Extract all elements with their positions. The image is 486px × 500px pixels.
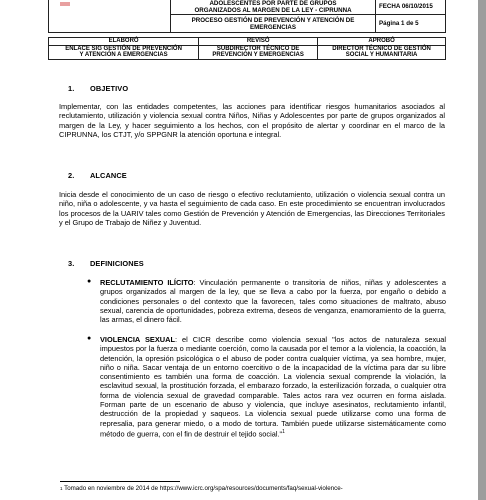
- definition-violencia-sexual: [100, 335, 446, 439]
- aprobo-value: DIRECTOR TÉCNICO DE GESTIÓN SOCIAL Y HUMANITARIA: [318, 45, 446, 59]
- logo-cell: [49, 0, 171, 33]
- viewer-edge: [478, 0, 486, 500]
- pagina-cell: Página 1 de 5: [376, 15, 446, 33]
- bullet-icon: ●: [87, 278, 92, 285]
- objetivo-paragraph: Implementar, con las entidades competentes, las acciones para identificar riesgos humanitarios asociados al reclutamiento, utilización y violencia sexual contra Niños, Niñas y Adolescentes por parte de grupos organizados al margen de la Ley, y hacer seguimiento a los hechos, con el propósito de alertar y coordinar en el marco de la CIPRUNNA, los CTJT, y/o SPPGNR la atención oportuna e integral.: [59, 102, 445, 139]
- definition-text: : el CICR describe como violencia sexual "los actos de naturaleza sexual impuestos por la fuerza o mediante coerción, como la causada por el temor a la violencia, la coacción, la detención, la opresión psicológica o el abuso de poder contra cualquier víctima, ya sea hombre, mujer, niño o niña. Sacar ventaja de un entorno coercitivo o de la incapacidad de la víctima para dar su libre consentimiento es también una forma de coacción. La violencia sexual comprende la violación, la esclavitud sexual, la prostitución forzada, el embarazo forzado, la esterilización forzada, o cualquier otra forma de violencia sexual de gravedad comparable. Tales actos rara vez ocurren en forma aislada. Forman parte de un escenario de abuso y violencia, que incluye asesinatos, reclutamiento infantil, destrucción de la propiedad y saqueos. La violencia sexual puede utilizarse como una forma de represalia, para generar miedo, o a modo de tortura. También puede utilizarse sistemáticamente como método de guerra, con el fin de destruir el tejido social.": [100, 335, 447, 439]
- definition-term: VIOLENCIA SEXUAL: [100, 335, 175, 344]
- footnote: [60, 485, 450, 493]
- definition-reclutamiento: [100, 278, 446, 324]
- aprobo-label: APROBÓ: [318, 38, 446, 46]
- footnote-divider: [60, 481, 180, 482]
- section-heading-alcance: 2. ALCANCE: [68, 171, 127, 180]
- footnote-text: Tomado en noviembre de 2014 de https://www.icrc.org/spa/resources/documents/faq/sexual-violence-: [62, 485, 343, 492]
- definition-term: RECLUTAMIENTO ILÍCITO: [100, 278, 194, 287]
- document-title: ADOLESCENTES POR PARTE DE GRUPOS ORGANIZADOS AL MARGEN DE LA LEY - CIPRUNNA: [171, 0, 376, 15]
- alcance-paragraph: Inicia desde el conocimiento de un caso de riesgo o efectivo reclutamiento, utilización o violencia sexual contra un niño, niña o adolescente, y va hasta el seguimiento de cada caso. En este procedimiento se encuentran involucrados los procesos de la UARIV tales como Gestión de Prevención y Atención de Emergencias, las Direcciones Territoriales y el Grupo de Trabajo de Niñez y Juventud.: [59, 190, 445, 227]
- approval-table: [48, 37, 446, 60]
- footnote-reference: 1: [282, 428, 285, 435]
- elaboro-value: ENLACE SIG GESTIÓN DE PREVENCIÓN Y ATENCIÓN A EMERGENCIAS: [49, 45, 199, 59]
- header-table: [48, 0, 446, 33]
- section-heading-definiciones: 3. DEFINICIONES: [68, 259, 144, 268]
- reviso-label: REVISÓ: [199, 38, 318, 46]
- process-name: PROCESO GESTIÓN DE PREVENCIÓN Y ATENCIÓN DE EMERGENCIAS: [171, 15, 376, 33]
- fecha-cell: FECHA 06/10/2015: [376, 0, 446, 15]
- footnote-mark: 1: [60, 486, 63, 491]
- section-heading-objetivo: 1. OBJETIVO: [68, 84, 129, 93]
- bullet-icon: ●: [87, 335, 92, 342]
- definition-text: : Vinculación permanente o transitoria de niños, niñas y adolescentes a grupos organizados al margen de la ley, que se lleva a cabo por la fuerza, por engaño o debido a condiciones personales o del contexto que la favorecen, tales como situaciones de maltrato, abuso sexual, carencia de oportunidades, pobreza extrema, deseos de venganza, enamoramiento de la guerra, las armas, el dinero fácil.: [100, 278, 446, 325]
- reviso-value: SUBDIRECTOR TÉCNICO DE PREVENCIÓN Y EMERGENCIAS: [199, 45, 318, 59]
- elaboro-label: ELABORÓ: [49, 38, 199, 46]
